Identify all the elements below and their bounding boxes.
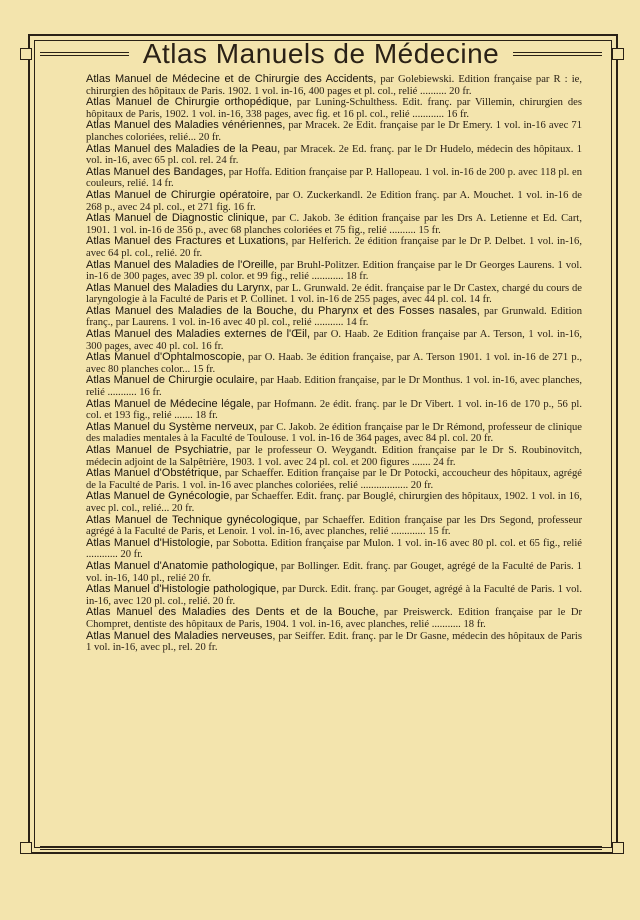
catalog-entry <box>86 399 582 422</box>
catalog-entry <box>86 607 582 630</box>
entry-title: Atlas Manuel de Chirurgie oculaire, <box>86 374 258 387</box>
catalog-entry <box>86 329 582 352</box>
entry-title: Atlas Manuel des Maladies de la Peau, <box>86 142 281 155</box>
catalog-entry <box>86 631 582 654</box>
entry-description: par Haab. Edition française, par le Dr Monthus. 1 vol. in-16, avec planches, relié ........... 16 fr. <box>86 375 583 399</box>
entry-description: par O. Haab. 3e édition française, par A. Terson 1901. 1 vol. in-16 de 271 p., avec 80 planches color... 15 fr. <box>86 352 582 375</box>
title-row <box>40 32 602 76</box>
entry-description: par Bollinger. Edit. franç. par Gouget, agrégé de la Faculté de Paris. 1 vol. in-16, 140 pl., relié 20 fr. <box>86 560 582 584</box>
catalog-entry <box>86 283 582 306</box>
entry-title: Atlas Manuel d'Obstétrique, <box>86 467 222 480</box>
entry-description: par L. Grunwald. 2e édit. française par le Dr Castex, chargé du cours de laryngologie à la Faculté de Paris et P. Collinet. 1 vol. in-16 de 255 pages, avec 44 pl. col. 14 fr. <box>86 282 582 306</box>
catalog-entry <box>86 260 582 283</box>
bottom-rule <box>40 846 602 850</box>
entry-title: Atlas Manuel des Maladies du Larynx, <box>86 281 273 294</box>
catalog-entry <box>86 584 582 607</box>
entry-title: Atlas Manuel de Technique gynécologique, <box>86 513 301 526</box>
catalog-entry <box>86 375 582 398</box>
entry-description: par Mracek. 2e Ed. franç. par le Dr Hudelo, médecin des hôpitaux. 1 vol. in-16, avec 65 pl. col. rel. 24 fr. <box>86 143 582 167</box>
entry-description: par C. Jakob. 2e édition française par le Dr Rémond, professeur de clinique des maladies mentales à la Faculté de Toulouse. 1 vol. in-16 de 364 pages, avec 84 pl. col. 20 fr. <box>86 421 582 445</box>
entry-title: Atlas Manuel de Médecine et de Chirurgie des Accidents, <box>86 73 377 85</box>
entry-title: Atlas Manuel d'Anatomie pathologique, <box>86 559 278 572</box>
entry-description: par Golebiewski. Edition française par R : ie, chirurgien des hôpitaux de Paris. 1902. 1 vol. in-16, 400 pages et pl. col., relié .......... 20 fr. <box>86 74 582 97</box>
entry-description: par Hofmann. 2e édit. franç. par le Dr Vibert. 1 vol. in-16 de 170 p., 56 pl. col. et 193 fig., relié ....... 18 fr. <box>86 398 583 422</box>
entry-description: par Schaeffer. Edition française par le Dr Potocki, accoucheur des hôpitaux, agrégé de la Faculté de Paris. 1 vol. in-16 avec planches coloriées, relié .................. 20 fr. <box>86 468 582 491</box>
catalog-entry <box>86 120 582 143</box>
entry-description: par Luning-Schulthess. Edit. franç. par Villemin, chirurgien des hôpitaux de Paris, 1902. 1 vol. in-16, 338 pages, avec fig. et 16 pl. col., relié ............ 16 fr. <box>86 97 582 120</box>
entry-description: par Sobotta. Edition française par Mulon. 1 vol. in-16 avec 80 pl. col. et 65 fig., relié ............ 20 fr. <box>86 537 582 561</box>
entry-title: Atlas Manuel des Maladies nerveuses, <box>86 629 276 642</box>
catalog-entry <box>86 468 582 491</box>
entry-title: Atlas Manuel des Maladies de la Bouche, du Pharynx et des Fosses nasales, <box>86 304 480 317</box>
entry-title: Atlas Manuel des Bandages, <box>86 165 227 178</box>
frame-ornament <box>612 48 624 60</box>
entry-title: Atlas Manuel de Psychiatrie, <box>86 444 232 456</box>
entry-title: Atlas Manuel des Maladies des Dents et de la Bouche, <box>86 606 379 619</box>
entry-title: Atlas Manuel de Diagnostic clinique, <box>86 212 268 225</box>
entry-title: Atlas Manuel des Maladies vénériennes, <box>86 119 286 132</box>
entry-description: par Preiswerck. Edition française par le Dr Chompret, dentiste des hôpitaux de Paris, 1904. 1 vol. in-16, avec planches, relié ........... 18 fr. <box>86 607 582 630</box>
entry-description: par Schaeffer. Edit. franç. par Bouglé, chirurgien des hôpitaux, 1902. 1 vol. in 16, avec pl. col., relié... 20 fr. <box>86 491 582 514</box>
entry-title: Atlas Manuel de Gynécologie, <box>86 490 233 503</box>
catalog-entry <box>86 445 582 468</box>
catalog-entry <box>86 491 582 514</box>
catalog-list <box>86 74 582 654</box>
catalog-entry <box>86 422 582 445</box>
title-rule-right <box>513 52 602 56</box>
entry-description: par Helferich. 2e édition française par le Dr P. Delbet. 1 vol. in-16, avec 64 pl. col., relié. 20 fr. <box>86 236 582 259</box>
entry-description: par O. Zuckerkandl. 2e Edition franç. par A. Mouchet. 1 vol. in-16 de 268 p., avec 24 pl. col., et 271 fig. 16 fr. <box>86 189 582 213</box>
page-title: Atlas Manuels de Médecine <box>142 38 500 69</box>
catalog-entry <box>86 538 582 561</box>
entry-title: Atlas Manuel de Chirurgie opératoire, <box>86 188 273 201</box>
catalog-entry <box>86 213 582 236</box>
entry-description: par Bruhl-Politzer. Edition française par le Dr Georges Laurens. 1 vol. in-16 de 300 pages, avec 39 pl. color. et 99 fig., relié ............ 18 fr. <box>86 259 582 283</box>
title-rule-left <box>40 52 129 56</box>
entry-title: Atlas Manuel d'Histologie pathologique, <box>86 583 280 596</box>
entry-description: par Durck. Edit. franç. par Gouget, agrégé à la Faculté de Paris. 1 vol. in-16, avec 120 pl. col., relié. 20 fr. <box>86 584 582 607</box>
frame-ornament <box>612 842 624 854</box>
catalog-entry <box>86 190 582 213</box>
entry-title: Atlas Manuel des Maladies externes de l'Œil, <box>86 328 311 341</box>
catalog-entry <box>86 74 582 97</box>
entry-title: Atlas Manuel d'Ophtalmoscopie, <box>86 351 245 364</box>
catalog-entry <box>86 167 582 190</box>
entry-description: par Grunwald. Edition franç., par Laurens. 1 vol. in-16 avec 40 pl. col., relié ........... 14 fr. <box>86 305 582 329</box>
entry-description: par C. Jakob. 3e édition française par les Drs A. Letienne et Ed. Cart, 1901. 1 vol. in-16 de 356 p., avec 68 planches coloriées et 75 fig., relié .......... 15 fr. <box>86 213 582 236</box>
entry-title: Atlas Manuel des Fractures et Luxations, <box>86 235 289 248</box>
catalog-entry <box>86 561 582 584</box>
entry-title: Atlas Manuel d'Histologie, <box>86 536 214 549</box>
entry-description: par Hoffa. Edition française par P. Hallopeau. 1 vol. in-16 de 200 p. avec 118 pl. en couleurs, relié. 14 fr. <box>86 166 582 190</box>
entry-title: Atlas Manuel de Médecine légale, <box>86 397 254 410</box>
entry-description: par Mracek. 2e Edit. française par le Dr Emery. 1 vol. in-16 avec 71 planches coloriées, relié... 20 fr. <box>86 120 582 143</box>
catalog-entry <box>86 97 582 120</box>
entry-description: par le professeur O. Weygandt. Edition française par le Dr S. Roubinovitch, médecin adjoint de la Salpêtrière, 1903. 1 vol. avec 24 pl. col. et 200 figures ....... 24 fr. <box>86 445 582 468</box>
catalog-entry <box>86 306 582 329</box>
catalog-entry <box>86 144 582 167</box>
entry-title: Atlas Manuel des Maladies de l'Oreille, <box>86 258 278 271</box>
entry-description: par O. Haab. 2e Edition française par A. Terson, 1 vol. in-16, 300 pages, avec 40 pl. col. 16 fr. <box>86 329 582 352</box>
catalog-entry <box>86 236 582 259</box>
frame-ornament <box>20 48 32 60</box>
frame-ornament <box>20 842 32 854</box>
entry-title: Atlas Manuel du Système nerveux, <box>86 420 257 433</box>
entry-description: par Schaeffer. Edition française par les Drs Segond, professeur agrégé à la Faculté de Paris, et Lenoir. 1 vol. in-16, avec planches, relié ............. 15 fr. <box>86 514 582 538</box>
entry-title: Atlas Manuel de Chirurgie orthopédique, <box>86 96 292 109</box>
entry-description: par Seiffer. Edit. franç. par le Dr Gasne, médecin des hôpitaux de Paris 1 vol. in-16, avec pl., rel. 20 fr. <box>86 630 582 654</box>
catalog-entry <box>86 515 582 538</box>
catalog-entry <box>86 352 582 375</box>
